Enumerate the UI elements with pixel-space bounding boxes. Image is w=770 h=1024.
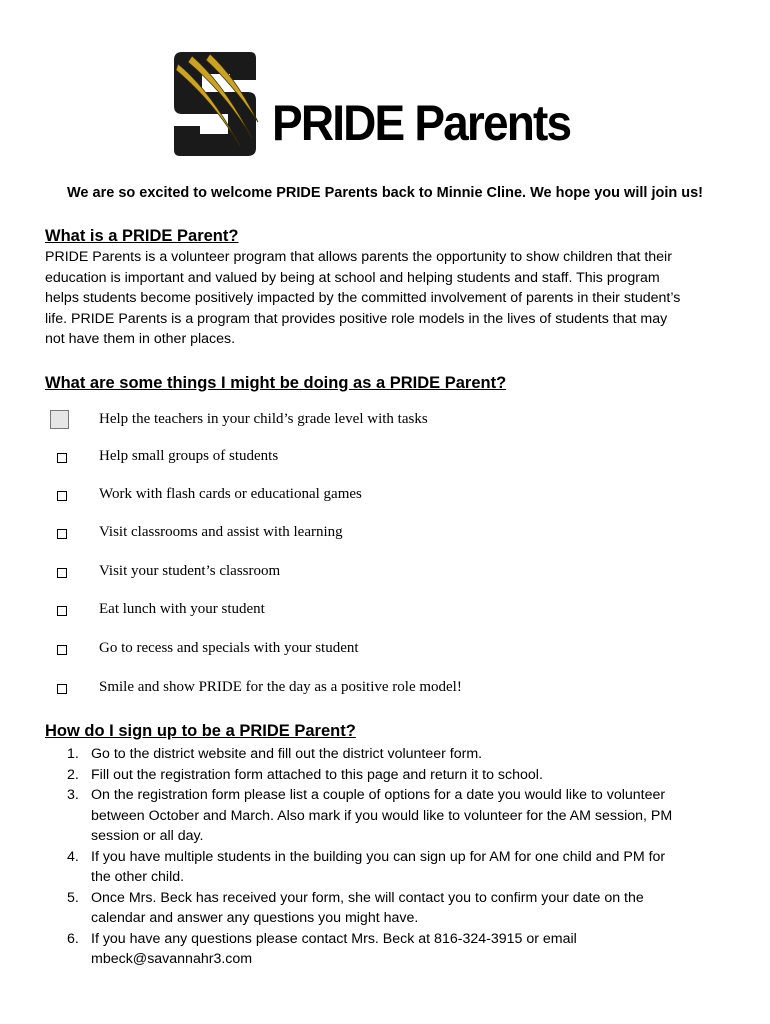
paragraph-line: not have them in other places. — [45, 331, 236, 347]
checklist-label: Eat lunch with your student — [99, 601, 265, 617]
step-line: If you have any questions please contact Mrs. Beck at 816-324-3915 or email — [91, 930, 577, 947]
what-is-section — [45, 226, 735, 350]
checkbox[interactable] — [57, 453, 67, 463]
checkbox[interactable] — [57, 684, 67, 694]
step-number: 3. — [67, 787, 79, 803]
checkbox[interactable] — [57, 645, 67, 655]
step-line: Fill out the registration form attached to this page and return it to school. — [91, 766, 543, 783]
step-line: Go to the district website and fill out the district volunteer form. — [91, 746, 483, 762]
list-item — [45, 888, 725, 929]
list-item — [45, 929, 725, 970]
checklist-label: Work with flash cards or educational games — [99, 486, 362, 502]
list-item — [45, 847, 725, 888]
what-is-paragraph — [45, 247, 735, 350]
checklist-label: Smile and show PRIDE for the day as a positive role model! — [99, 679, 462, 695]
step-number: 5. — [67, 889, 79, 906]
checklist-item — [48, 599, 648, 623]
checkbox[interactable] — [57, 529, 67, 539]
email-link[interactable]: mbeck@savannahr3.com — [91, 951, 253, 967]
page-title: PRIDE Parents — [272, 95, 571, 151]
checklist-item — [48, 677, 648, 701]
welcome-message: We are so excited to welcome PRIDE Parents back to Minnie Cline. We hope you will join us! — [67, 185, 703, 201]
step-line: the other child. — [91, 869, 185, 885]
header — [160, 50, 630, 160]
step-line: Once Mrs. Beck has received your form, she will contact you to confirm your date on the — [91, 889, 644, 906]
checklist-item — [48, 409, 648, 433]
step-line: session or all day. — [91, 828, 204, 844]
checklist-item — [48, 638, 648, 662]
paragraph-line: PRIDE Parents is a volunteer program that allows parents the opportunity to show children that their — [45, 249, 672, 265]
step-line: between October and March. Also mark if you would like to volunteer for the AM session, PM — [91, 807, 673, 824]
signup-heading: How do I sign up to be a PRIDE Parent? — [45, 722, 356, 740]
step-line: If you have multiple students in the building you can sign up for AM for one child and PM for — [91, 848, 666, 865]
checkbox[interactable] — [50, 410, 69, 429]
list-item — [45, 744, 725, 765]
list-item — [45, 765, 725, 786]
checklist-item — [48, 561, 648, 585]
checklist-item — [48, 522, 648, 546]
step-number: 6. — [67, 930, 79, 947]
what-is-heading: What is a PRIDE Parent? — [45, 227, 239, 245]
checklist-label: Help the teachers in your child’s grade level with tasks — [99, 411, 428, 427]
step-line: On the registration form please list a couple of options for a date you would like to volunteer — [91, 787, 666, 803]
paragraph-line: helps students become positively impacted by the committed involvement of parents in their student’s — [45, 290, 681, 306]
step-number: 4. — [67, 848, 79, 865]
checklist-label: Visit your student’s classroom — [99, 563, 281, 579]
checkbox[interactable] — [57, 606, 67, 616]
step-line: calendar and answer any questions you might have. — [91, 910, 419, 926]
checklist-item — [48, 446, 648, 470]
things-heading: What are some things I might be doing as a PRIDE Parent? — [45, 374, 507, 392]
checklist-item — [48, 484, 648, 508]
checkbox[interactable] — [57, 491, 67, 501]
checkbox[interactable] — [57, 568, 67, 578]
list-item — [45, 785, 725, 847]
step-number: 1. — [67, 746, 79, 762]
step-number: 2. — [67, 766, 79, 783]
signup-section — [45, 721, 735, 741]
checklist-label: Visit classrooms and assist with learning — [99, 524, 343, 540]
signup-steps — [45, 744, 725, 970]
claw-scratched-letter-s-logo-icon — [170, 50, 260, 158]
paragraph-line: education is important and valued by being at school and helping students and staff. This program — [45, 269, 660, 286]
checklist-label: Go to recess and specials with your student — [99, 640, 359, 656]
checklist-label: Help small groups of students — [99, 448, 279, 464]
things-section — [45, 373, 735, 393]
paragraph-line: life. PRIDE Parents is a program that provides positive role models in the lives of students that may — [45, 310, 668, 327]
